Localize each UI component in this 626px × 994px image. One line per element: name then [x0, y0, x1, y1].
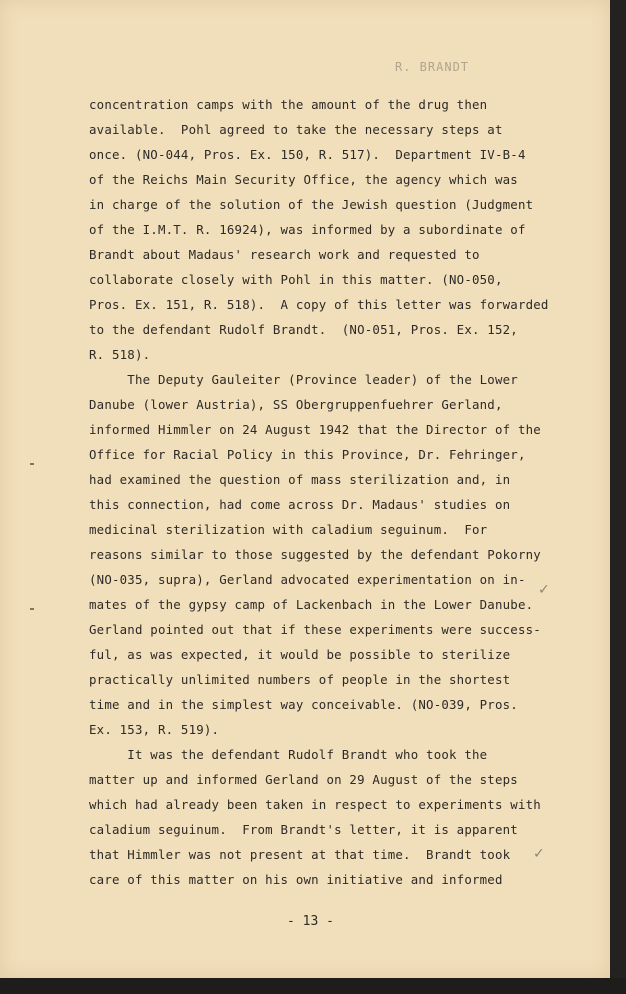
body-line: care of this matter on his own initiative and informed — [89, 872, 503, 887]
body-line: available. Pohl agreed to take the necessary steps at — [89, 122, 503, 137]
body-line: reasons similar to those suggested by the defendant Pokorny — [89, 547, 541, 562]
body-line: Office for Racial Policy in this Province, Dr. Fehringer, — [89, 447, 526, 462]
body-line: once. (NO-044, Pros. Ex. 150, R. 517). Department IV-B-4 — [89, 147, 526, 162]
body-line: Ex. 153, R. 519). — [89, 722, 220, 737]
body-line: collaborate closely with Pohl in this matter. (NO-050, — [89, 272, 503, 287]
body-line: of the I.M.T. R. 16924), was informed by a subordinate of — [89, 222, 526, 237]
body-line: matter up and informed Gerland on 29 August of the steps — [89, 772, 518, 787]
check-mark-icon: ✓ — [533, 846, 545, 862]
body-line: Gerland pointed out that if these experiments were success- — [89, 622, 541, 637]
body-line: this connection, had come across Dr. Madaus' studies on — [89, 497, 511, 512]
body-line: in charge of the solution of the Jewish question (Judgment — [89, 197, 534, 212]
margin-tick — [30, 608, 34, 610]
body-line: concentration camps with the amount of the drug then — [89, 97, 488, 112]
body-line: of the Reichs Main Security Office, the agency which was — [89, 172, 518, 187]
body-line: (NO-035, supra), Gerland advocated experimentation on in- — [89, 572, 526, 587]
body-line: mates of the gypsy camp of Lackenbach in the Lower Danube. — [89, 597, 534, 612]
body-line: medicinal sterilization with caladium seguinum. For — [89, 522, 488, 537]
body-line: practically unlimited numbers of people in the shortest — [89, 672, 511, 687]
body-line: Pros. Ex. 151, R. 518). A copy of this letter was forwarded — [89, 297, 549, 312]
body-line: to the defendant Rudolf Brandt. (NO-051, Pros. Ex. 152, — [89, 322, 518, 337]
body-line: which had already been taken in respect to experiments with — [89, 797, 541, 812]
body-line: R. 518). — [89, 347, 151, 362]
body-line: The Deputy Gauleiter (Province leader) of the Lower — [89, 372, 518, 387]
body-line: Brandt about Madaus' research work and requested to — [89, 247, 480, 262]
check-mark-icon: ✓ — [538, 582, 550, 598]
body-line: that Himmler was not present at that time. Brandt took — [89, 847, 511, 862]
page-number: - 13 - — [287, 914, 334, 929]
scan-edge-bottom — [0, 978, 626, 994]
scan-edge-right — [610, 0, 626, 994]
body-line: had examined the question of mass sterilization and, in — [89, 472, 511, 487]
running-header: R. BRANDT — [395, 60, 470, 74]
body-line: time and in the simplest way conceivable. (NO-039, Pros. — [89, 697, 518, 712]
body-line: caladium seguinum. From Brandt's letter, it is apparent — [89, 822, 518, 837]
margin-tick — [30, 463, 34, 465]
body-line: Danube (lower Austria), SS Obergruppenfuehrer Gerland, — [89, 397, 503, 412]
body-line: informed Himmler on 24 August 1942 that the Director of the — [89, 422, 541, 437]
body-line: ful, as was expected, it would be possible to sterilize — [89, 647, 511, 662]
body-line: It was the defendant Rudolf Brandt who took the — [89, 747, 488, 762]
